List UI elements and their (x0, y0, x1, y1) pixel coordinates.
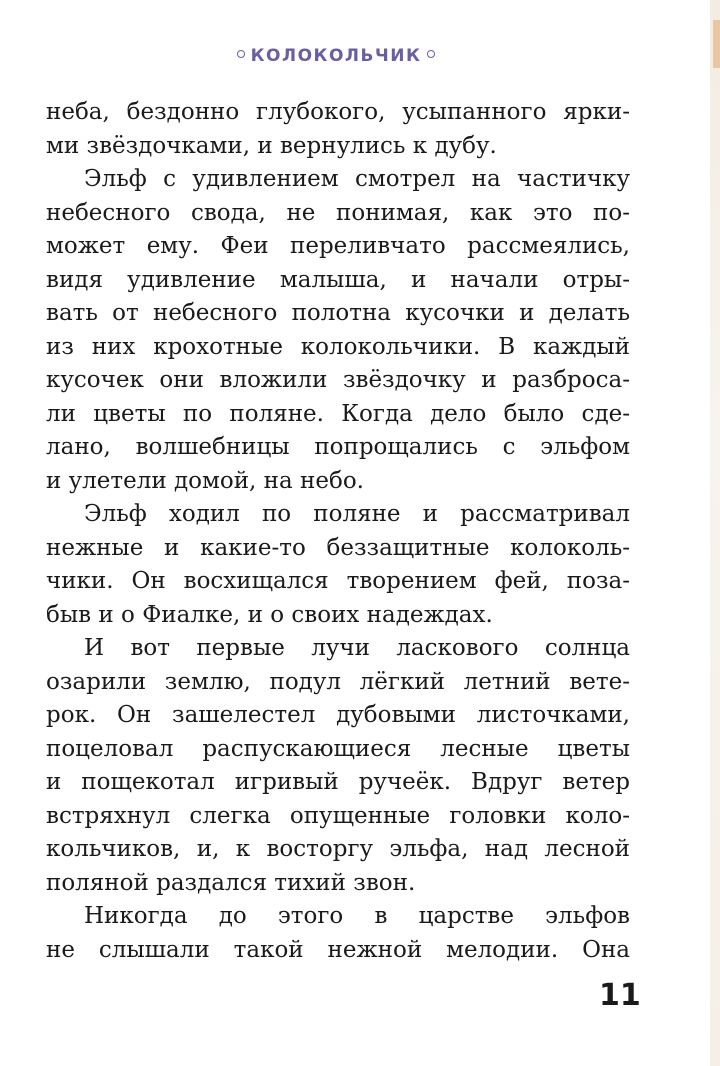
page-number: 11 (599, 978, 641, 1013)
text-line: встряхнул слегка опущенные головки коло- (46, 802, 630, 829)
header-right-dot-icon (427, 50, 435, 58)
chapter-title: КОЛОКОЛЬЧИК (250, 46, 422, 66)
text-line: Эльф ходил по поляне и рассматривал (84, 501, 630, 527)
text-line: небесного свода, не понимая, как это по- (46, 199, 630, 226)
text-line: из них крохотные колокольчики. В каждый (46, 333, 630, 360)
text-line: чики. Он восхищался творением фей, поза- (46, 568, 630, 594)
body-text (46, 96, 630, 967)
text-line: И вот первые лучи ласкового солнца (84, 635, 630, 661)
text-line: озарили землю, подул лёгкий летний вете- (46, 668, 630, 695)
text-line: не слышали такой нежной мелодии. Она (46, 936, 630, 963)
text-line: нежные и какие-то беззащитные колоколь- (46, 534, 630, 561)
text-line: быв и о Фиалке, и о своих надеждах. (46, 601, 493, 628)
text-line: кольчиков, и, к восторгу эльфа, над лесной (46, 836, 630, 862)
running-header (0, 46, 672, 66)
text-line: Эльф с удивлением смотрел на частичку (84, 166, 630, 192)
header-left-dot-icon (237, 50, 245, 58)
text-line: ми звёздочками, и вернулись к дубу. (46, 132, 497, 159)
text-line: кусочек они вложили звёздочку и разброса- (46, 367, 630, 393)
text-line: вать от небесного полотна кусочки и делать (46, 300, 630, 326)
text-line: ли цветы по поляне. Когда дело было сде- (46, 400, 630, 427)
text-line: видя удивление малыша, и начали отры- (46, 266, 630, 293)
text-line: лано, волшебницы попрощались с эльфом (46, 434, 630, 460)
edge-color-mark (713, 20, 720, 68)
text-line: может ему. Феи переливчато рассмеялись, (46, 233, 630, 259)
text-line: неба, бездонно глубокого, усыпанного ярки- (46, 99, 630, 125)
text-line: и пощекотал игривый ручеёк. Вдруг ветер (46, 769, 630, 795)
page-edge (710, 0, 720, 1066)
text-line: поляной раздался тихий звон. (46, 869, 416, 896)
text-line: поцеловал распускающиеся лесные цветы (46, 735, 630, 762)
text-line: и улетели домой, на небо. (46, 467, 364, 494)
text-line: рок. Он зашелестел дубовыми листочками, (46, 702, 630, 728)
text-line: Никогда до этого в царстве эльфов (84, 903, 630, 929)
